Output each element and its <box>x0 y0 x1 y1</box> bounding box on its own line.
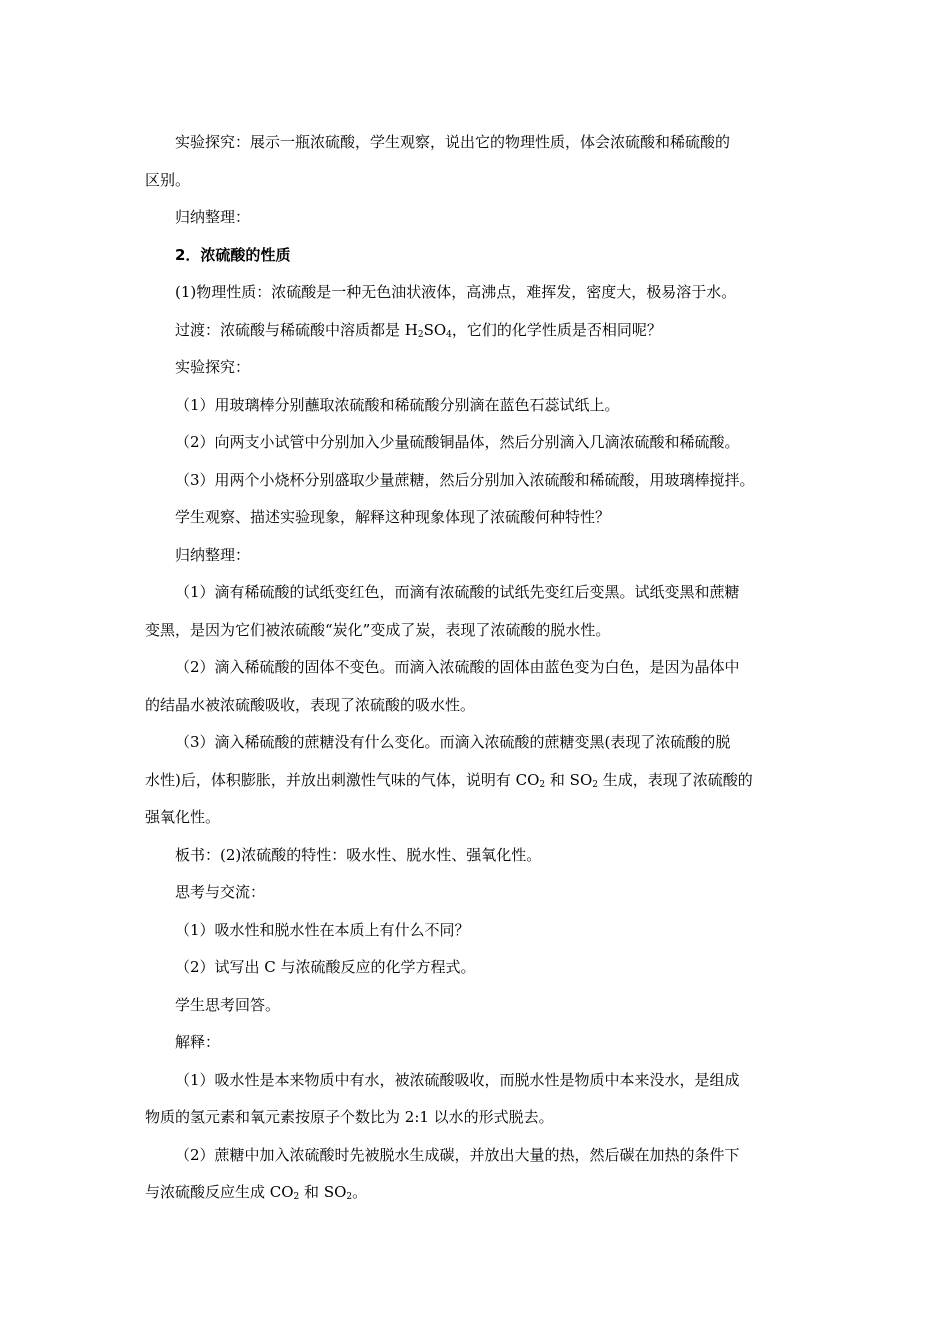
label-experiment: 实验探究： <box>175 358 251 376</box>
list-item: （1）滴有稀硫酸的试纸变红色，而滴有浓硫酸的试纸先变红后变黑。试纸变黑和蔗糖 <box>175 583 740 601</box>
list-item-cont <box>145 762 813 800</box>
list-item-cont: 变黑，是因为它们被浓硫酸“炭化”变成了炭，表现了浓硫酸的脱水性。 <box>145 620 611 639</box>
text-segment: ，它们的化学性质是否相同呢？ <box>451 320 662 339</box>
text-segment: 与浓硫酸反应生成 CO <box>145 1183 294 1201</box>
subscript: 2 <box>346 1192 353 1202</box>
list-item-cont <box>145 1174 813 1212</box>
text-segment: SO <box>423 320 447 339</box>
paragraph-physical-properties: (1)物理性质：浓硫酸是一种无色油状液体，高沸点，难挥发，密度大，极易溶于水。 <box>175 283 737 301</box>
paragraph-transition <box>145 312 813 350</box>
text-segment: 过渡：浓硫酸与稀硫酸中溶质都是 H <box>175 320 418 339</box>
subscript: 2 <box>293 1192 300 1202</box>
list-item-cont: 强氧化性。 <box>145 808 221 826</box>
label-discussion: 思考与交流： <box>175 883 266 901</box>
list-item-cont: 物质的氢元素和氧元素按原子个数比为 2:1 以水的形式脱去。 <box>145 1108 554 1126</box>
paragraph-experiment-intro: 实验探究：展示一瓶浓硫酸，学生观察，说出它的物理性质，体会浓硫酸和稀硫酸的 <box>175 133 731 151</box>
list-item: （1）吸水性是本来物质中有水，被浓硫酸吸收，而脱水性是物质中本来没水，是组成 <box>175 1070 740 1089</box>
text-segment: 和 SO <box>299 1183 347 1201</box>
text-segment: 生成，表现了浓硫酸的 <box>598 770 753 789</box>
list-item: （2）蔗糖中加入浓硫酸时先被脱水生成碳，并放出大量的热，然后碳在加热的条件下 <box>175 1145 740 1164</box>
paragraph-answer: 学生思考回答。 <box>175 995 281 1014</box>
text-segment: 和 SO <box>545 770 593 789</box>
list-item: （2）滴入稀硫酸的固体不变色。而滴入浓硫酸的固体由蓝色变为白色，是因为晶体中 <box>175 658 740 676</box>
paragraph-experiment-intro-cont: 区别。 <box>145 170 191 189</box>
list-item-cont: 的结晶水被浓硫酸吸收，表现了浓硫酸的吸水性。 <box>145 695 476 714</box>
label-explanation: 解释： <box>175 1033 221 1051</box>
document-body <box>145 124 813 1212</box>
list-item: （3）滴入稀硫酸的蔗糖没有什么变化。而滴入浓硫酸的蔗糖变黑(表现了浓硫酸的脱 <box>175 733 731 751</box>
text-segment: 。 <box>352 1183 368 1201</box>
list-item: （1）吸水性和脱水性在本质上有什么不同？ <box>175 920 470 939</box>
list-item: （2）试写出 C 与浓硫酸反应的化学方程式。 <box>175 958 476 976</box>
paragraph-observe: 学生观察、描述实验现象，解释这种现象体现了浓硫酸何种特性？ <box>175 508 611 526</box>
subscript: 2 <box>417 329 424 340</box>
section-heading: 2．浓硫酸的性质 <box>175 245 291 264</box>
paragraph-board-note: 板书：(2)浓硫酸的特性：吸水性、脱水性、强氧化性。 <box>175 845 542 864</box>
list-item: （3）用两个小烧杯分别盛取少量蔗糖，然后分别加入浓硫酸和稀硫酸，用玻璃棒搅拌。 <box>175 470 755 489</box>
list-item: （1）用玻璃棒分别蘸取浓硫酸和稀硫酸分别滴在蓝色石蕊试纸上。 <box>175 395 620 414</box>
subscript: 4 <box>446 329 452 340</box>
list-item: （2）向两支小试管中分别加入少量硫酸铜晶体，然后分别滴入几滴浓硫酸和稀硫酸。 <box>175 433 740 451</box>
text-segment: 水性)后，体积膨胀，并放出刺激性气味的气体，说明有 CO <box>145 770 540 789</box>
label-summary: 归纳整理： <box>175 545 251 564</box>
subscript: 2 <box>592 779 598 790</box>
subscript: 2 <box>539 779 546 790</box>
label-summary: 归纳整理： <box>175 208 251 226</box>
